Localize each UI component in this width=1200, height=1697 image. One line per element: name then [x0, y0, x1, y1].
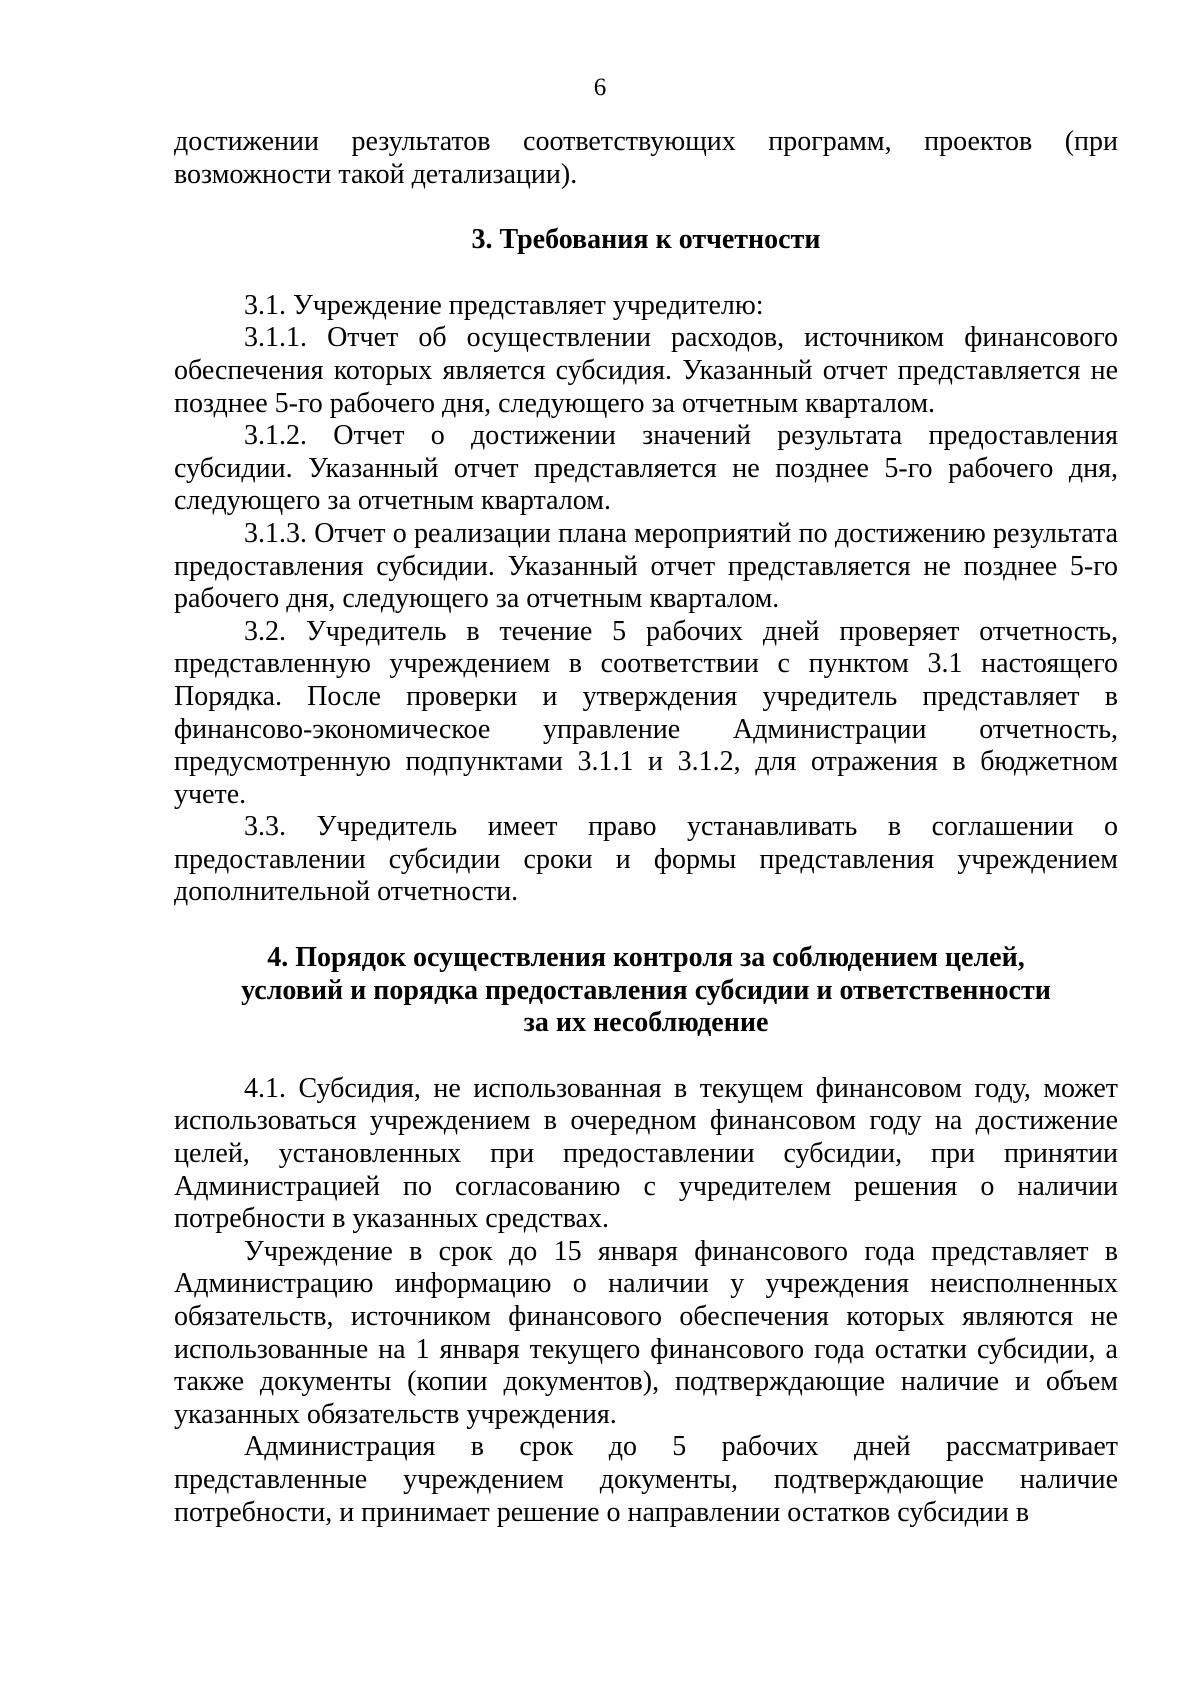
section-heading-4-line-2: условий и порядка предоставления субсидии и ответственности: [241, 974, 1051, 1006]
document-body: [174, 126, 1118, 1529]
section-heading-3: 3. Требования к отчетности: [471, 224, 821, 256]
paragraph-3-1-1: 3.1.1. Отчет об осуществлении расходов, источником финансового обеспечения которых является субсидия. Указанный отчет представляется не позднее 5-го рабочего дня, следующего за отчетным кварталом.: [174, 322, 1118, 419]
paragraph-3-1: 3.1. Учреждение представляет учредителю:: [244, 289, 764, 321]
section-heading-4-line-1: 4. Порядок осуществления контроля за соблюдением целей,: [267, 942, 1025, 974]
section-heading-4: [174, 942, 1118, 1040]
paragraph-3-1-2: 3.1.2. Отчет о достижении значений результата предоставления субсидии. Указанный отчет представляется не позднее 5-го рабочего дня, следующего за отчетным кварталом.: [174, 420, 1118, 517]
paragraph-3-2: 3.2. Учредитель в течение 5 рабочих дней проверяет отчетность, представленную учреждением в соответствии с пунктом 3.1 настоящего Порядка. После проверки и утверждения учредитель представляет в финансово-экономическое управление Администрации отчетность, предусмотренную подпунктами 3.1.1 и 3.1.2, для отражения в бюджетном учете.: [174, 615, 1118, 810]
section-heading-4-line-3: за их несоблюдение: [523, 1007, 769, 1039]
page-number: 6: [593, 74, 607, 101]
paragraph-4-1: 4.1. Субсидия, не использованная в текущем финансовом году, может использоваться учреждением в очередном финансовом году на достижение целей, установленных при предоставлении субсидии, при принятии Администрацией по согласованию с учредителем решения о наличии потребности в указанных средствах.: [174, 1072, 1118, 1235]
paragraph-continuation: достижении результатов соответствующих программ, проектов (при возможности такой детализации).: [174, 126, 1118, 190]
paragraph-4-1-obligations: Учреждение в срок до 15 января финансового года представляет в Администрацию информацию о наличии у учреждения неисполненных обязательств, источником финансового обеспечения которых являются не использованные на 1 января текущего финансового года остатки субсидии, а также документы (копии документов), подтверждающие наличие и объем указанных обязательств учреждения.: [174, 1235, 1118, 1430]
paragraph-3-1-3: 3.1.3. Отчет о реализации плана мероприятий по достижению результата предоставления субсидии. Указанный отчет представляется не позднее 5-го рабочего дня, следующего за отчетным кварталом.: [174, 517, 1118, 615]
paragraph-3-3: 3.3. Учредитель имеет право устанавливать в соглашении о предоставлении субсидии сроки и формы представления учреждением дополнительной отчетности.: [174, 811, 1118, 908]
paragraph-4-1-review: Администрация в срок до 5 рабочих дней рассматривает представленные учреждением документы, подтверждающие наличие потребности, и принимает решение о направлении остатков субсидии в: [174, 1431, 1118, 1528]
